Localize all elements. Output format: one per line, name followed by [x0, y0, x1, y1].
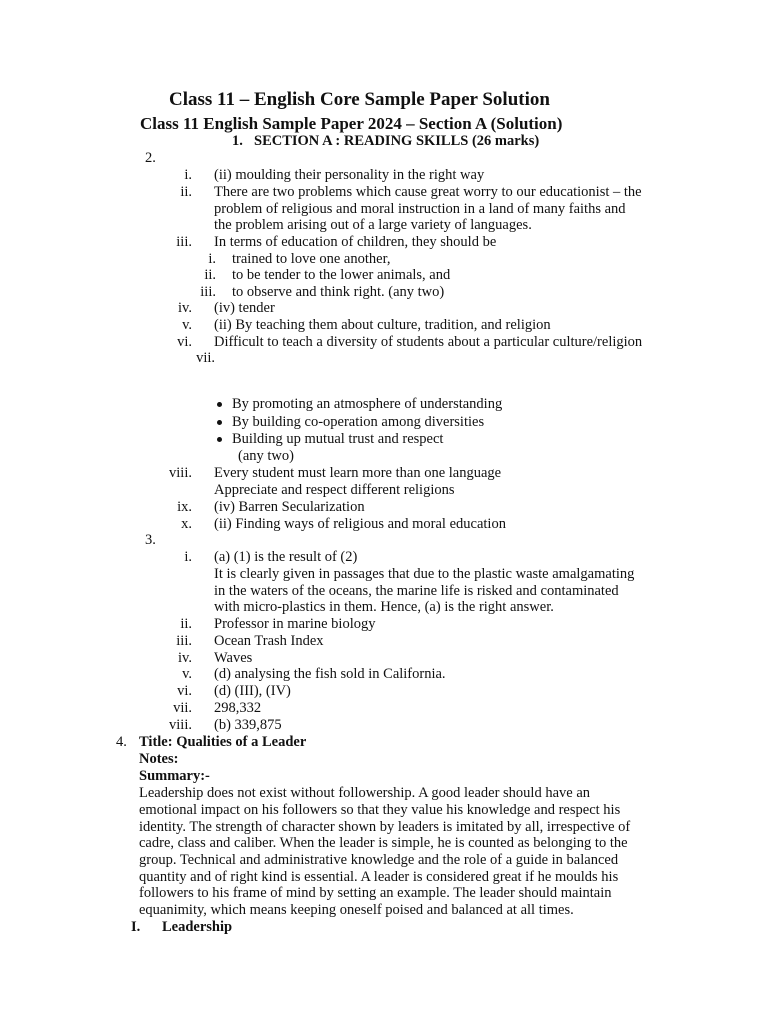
title-value: : Qualities of a Leader	[167, 734, 307, 750]
answer-line: (d) (III), (IV)	[214, 683, 291, 699]
answer-line: with micro-plastics in them. Hence, (a) is the right answer.	[214, 599, 554, 615]
answer-line: (ii) moulding their personality in the right way	[214, 167, 485, 183]
answer-line: Appreciate and respect different religions	[214, 482, 455, 498]
outline-heading-number: I.	[131, 919, 141, 935]
sub-item-number: iii.	[200, 284, 216, 300]
page-title: Class 11 – English Core Sample Paper Solution	[169, 89, 550, 110]
item-number: iii.	[176, 633, 192, 649]
answer-line: (ii) Finding ways of religious and moral education	[214, 516, 506, 532]
answer-line: Difficult to teach a diversity of students about a particular culture/religion	[214, 334, 643, 350]
answer-line: Ocean Trash Index	[214, 633, 324, 649]
answer-line: Waves	[214, 650, 253, 666]
notes-label: Notes:	[139, 751, 179, 767]
item-number: i.	[184, 549, 192, 565]
summary-line: Leadership does not exist without followership. A good leader should have an	[139, 785, 591, 801]
sub-item-number: i.	[208, 251, 216, 267]
summary-line: cadre, class and caliber. When the leader is simple, he is counted as belonging to the	[139, 835, 628, 851]
item-number: x.	[181, 516, 192, 532]
answer-line: (d) analysing the fish sold in California.	[214, 666, 446, 682]
item-number: iv.	[178, 650, 192, 666]
item-number: ii.	[180, 616, 192, 632]
answer-line: Professor in marine biology	[214, 616, 376, 632]
item-number: v.	[182, 666, 192, 682]
item-number: iv.	[178, 300, 192, 316]
title-label: Title	[139, 734, 168, 750]
answer-line: There are two problems which cause great worry to our educationist – the	[214, 184, 642, 200]
bullet-text: By promoting an atmosphere of understanding	[232, 396, 503, 412]
question-number: 4.	[116, 734, 127, 750]
item-number: viii.	[169, 465, 192, 481]
answer-line: It is clearly given in passages that due to the plastic waste amalgamating	[214, 566, 635, 582]
bullet-text: Building up mutual trust and respect	[232, 431, 444, 447]
answer-line: the problem arising out of a large variety of languages.	[214, 217, 532, 233]
answer-line: in the waters of the oceans, the marine life is risked and contaminated	[214, 583, 619, 599]
answer-line: (b) 339,875	[214, 717, 282, 733]
answer-line: Every student must learn more than one language	[214, 465, 502, 481]
summary-line: quantity and of right kind is essential. A leader is considered great if he moulds his	[139, 869, 619, 885]
sub-answer-line: to observe and think right. (any two)	[232, 284, 445, 300]
section-heading: SECTION A : READING SKILLS (26 marks)	[254, 133, 540, 149]
item-number: i.	[184, 167, 192, 183]
question-number: 2.	[145, 150, 156, 166]
sub-item-number: ii.	[204, 267, 216, 283]
summary-line: followers to his frame of mind by setting an example. The leader should maintain	[139, 885, 612, 901]
sub-answer-line: to be tender to the lower animals, and	[232, 267, 451, 283]
summary-label: Summary:-	[139, 768, 210, 784]
item-number: ii.	[180, 184, 192, 200]
item-number: ix.	[177, 499, 192, 515]
page-subtitle: Class 11 English Sample Paper 2024 – Section A (Solution)	[140, 114, 563, 133]
item-number: v.	[182, 317, 192, 333]
item-number: iii.	[176, 234, 192, 250]
answer-line: 298,332	[214, 700, 262, 716]
summary-line: emotional impact on his followers so that they value his knowledge and respect his	[139, 802, 621, 818]
answer-line: (iv) tender	[214, 300, 275, 316]
answer-line: (iv) Barren Secularization	[214, 499, 365, 515]
answer-line: problem of religious and moral instruction in a land of many faiths and	[214, 201, 626, 217]
bullet-dot	[217, 420, 222, 425]
item-number: vi.	[177, 334, 192, 350]
sub-answer-line: trained to love one another,	[232, 251, 391, 267]
summary-line: equanimity, which means keeping oneself poised and balanced at all times.	[139, 902, 574, 918]
bullet-note: (any two)	[238, 448, 294, 464]
answer-line: In terms of education of children, they should be	[214, 234, 497, 250]
summary-line: identity. The strength of character shown by leaders is imitated by all, irrespective of	[139, 819, 631, 835]
item-number: vii.	[173, 700, 192, 716]
answer-line: (ii) By teaching them about culture, tradition, and religion	[214, 317, 551, 333]
question-number: 3.	[145, 532, 156, 548]
item-number: vi.	[177, 683, 192, 699]
bullet-dot	[217, 437, 222, 442]
section-number: 1.	[232, 133, 243, 149]
item-number: viii.	[169, 717, 192, 733]
bullet-dot	[217, 402, 222, 407]
item-number: vii.	[196, 350, 215, 366]
q4-title	[139, 734, 306, 751]
bullet-text: By building co-operation among diversities	[232, 414, 485, 430]
answer-line: (a) (1) is the result of (2)	[214, 549, 358, 565]
outline-heading: Leadership	[162, 919, 233, 935]
summary-line: group. Technical and administrative knowledge and the role of a guide in balanced	[139, 852, 619, 868]
